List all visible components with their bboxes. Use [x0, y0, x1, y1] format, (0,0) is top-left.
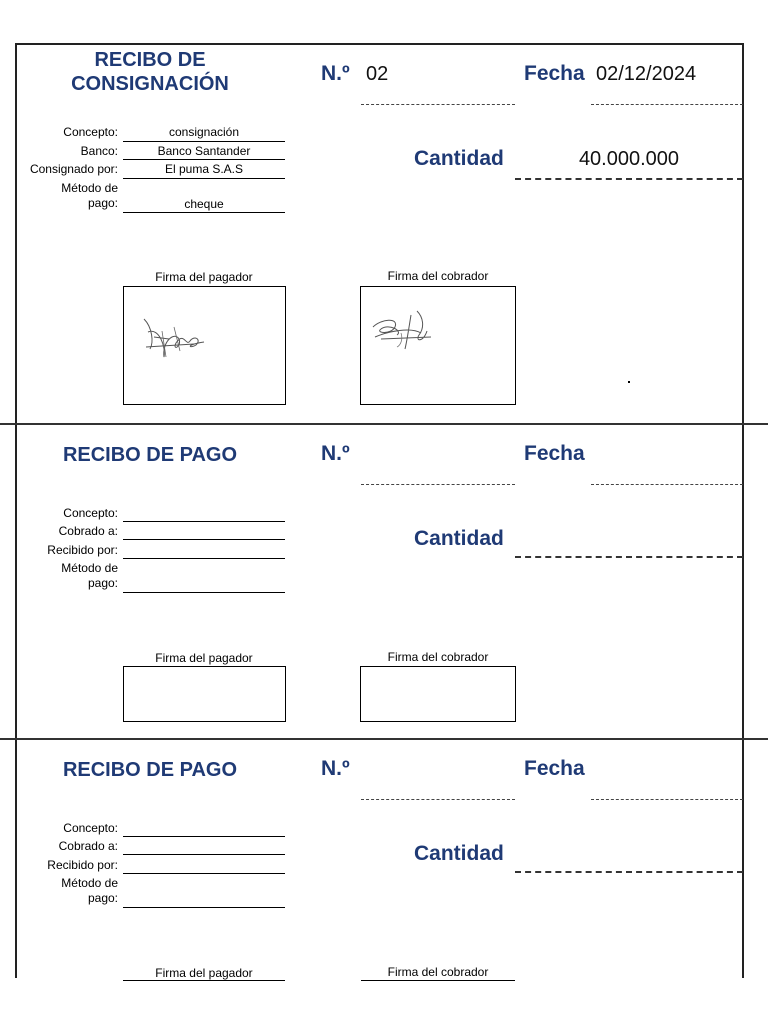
field-label-metodo-line1: Método de [61, 181, 118, 195]
number-underline[interactable] [361, 799, 515, 800]
date-label: Fecha [524, 757, 585, 780]
field-line [123, 141, 285, 142]
collector-signature-box[interactable] [360, 666, 516, 722]
field-line-cobrado-a[interactable] [123, 539, 285, 540]
receipt-title [40, 48, 260, 96]
number-value[interactable]: 02 [366, 63, 389, 85]
payer-signature-box[interactable] [123, 286, 286, 405]
date-underline [591, 104, 743, 105]
field-label-metodo-line2: pago: [87, 891, 118, 905]
payer-signature-caption: Firma del pagador [155, 966, 253, 980]
field-label-metodo-line2: pago: [87, 196, 118, 210]
field-line-recibido-por[interactable] [123, 558, 285, 559]
amount-underline[interactable] [515, 556, 743, 558]
field-label-recibido-por: Recibido por: [47, 543, 118, 557]
number-underline [361, 104, 515, 105]
receipt-pago-1 [0, 423, 768, 738]
field-label-metodo-line1: Método de [61, 876, 118, 890]
amount-label: Cantidad [414, 527, 504, 550]
field-line-metodo-pago[interactable] [123, 907, 285, 908]
field-label-concepto: Concepto: [63, 821, 118, 835]
number-label: N.º [321, 757, 350, 780]
field-value-banco[interactable]: Banco Santander [157, 144, 251, 158]
payer-signature-scribble [124, 287, 285, 404]
number-label: N.º [321, 62, 350, 85]
amount-value[interactable]: 40.000.000 [578, 148, 680, 170]
payer-signature-line[interactable] [123, 980, 285, 981]
field-label-concepto: Concepto: [63, 125, 118, 139]
field-label-metodo-pago [12, 876, 118, 906]
field-value-metodo-pago[interactable]: cheque [184, 197, 224, 211]
field-label-concepto: Concepto: [63, 506, 118, 520]
payer-signature-caption: Firma del pagador [155, 270, 253, 284]
receipt-title: RECIBO DE PAGO [62, 759, 238, 781]
field-label-metodo-line1: Método de [61, 561, 118, 575]
field-label-consignado-por: Consignado por: [29, 162, 118, 176]
collector-signature-caption: Firma del cobrador [387, 965, 489, 979]
collector-signature-scribble [361, 287, 515, 404]
field-line [123, 159, 285, 160]
date-value[interactable]: 02/12/2024 [596, 63, 697, 85]
amount-underline[interactable] [515, 871, 743, 873]
field-line [123, 212, 285, 213]
receipt-pago-2 [0, 738, 768, 1028]
date-underline[interactable] [591, 484, 743, 485]
field-value-concepto[interactable]: consignación [168, 125, 240, 139]
receipt-title: RECIBO DE PAGO [62, 444, 238, 466]
collector-signature-line[interactable] [361, 980, 515, 981]
date-label: Fecha [524, 442, 585, 465]
field-label-cobrado-a: Cobrado a: [58, 839, 118, 853]
amount-label: Cantidad [414, 147, 504, 170]
amount-label: Cantidad [414, 842, 504, 865]
field-label-cobrado-a: Cobrado a: [58, 524, 118, 538]
field-label-metodo-pago [12, 561, 118, 591]
field-line-cobrado-a[interactable] [123, 854, 285, 855]
field-line-recibido-por[interactable] [123, 873, 285, 874]
number-underline[interactable] [361, 484, 515, 485]
collector-signature-box[interactable] [360, 286, 516, 405]
field-label-metodo-pago [12, 181, 118, 211]
amount-underline [515, 178, 743, 180]
field-label-banco: Banco: [80, 144, 118, 158]
date-label: Fecha [524, 62, 585, 85]
field-label-metodo-line2: pago: [87, 576, 118, 590]
number-label: N.º [321, 442, 350, 465]
stray-mark [628, 381, 630, 383]
payer-signature-caption: Firma del pagador [155, 651, 253, 665]
collector-signature-caption: Firma del cobrador [387, 269, 489, 283]
date-underline[interactable] [591, 799, 743, 800]
field-label-recibido-por: Recibido por: [47, 858, 118, 872]
field-value-consignado-por[interactable]: El puma S.A.S [164, 162, 244, 176]
receipt-title-line2: CONSIGNACIÓN [71, 73, 229, 95]
collector-signature-caption: Firma del cobrador [387, 650, 489, 664]
receipt-title-line1: RECIBO DE [94, 49, 206, 71]
field-line-concepto[interactable] [123, 521, 285, 522]
payer-signature-box[interactable] [123, 666, 286, 722]
receipt-consignacion [0, 0, 768, 423]
field-line-metodo-pago[interactable] [123, 592, 285, 593]
field-line [123, 178, 285, 179]
field-line-concepto[interactable] [123, 836, 285, 837]
